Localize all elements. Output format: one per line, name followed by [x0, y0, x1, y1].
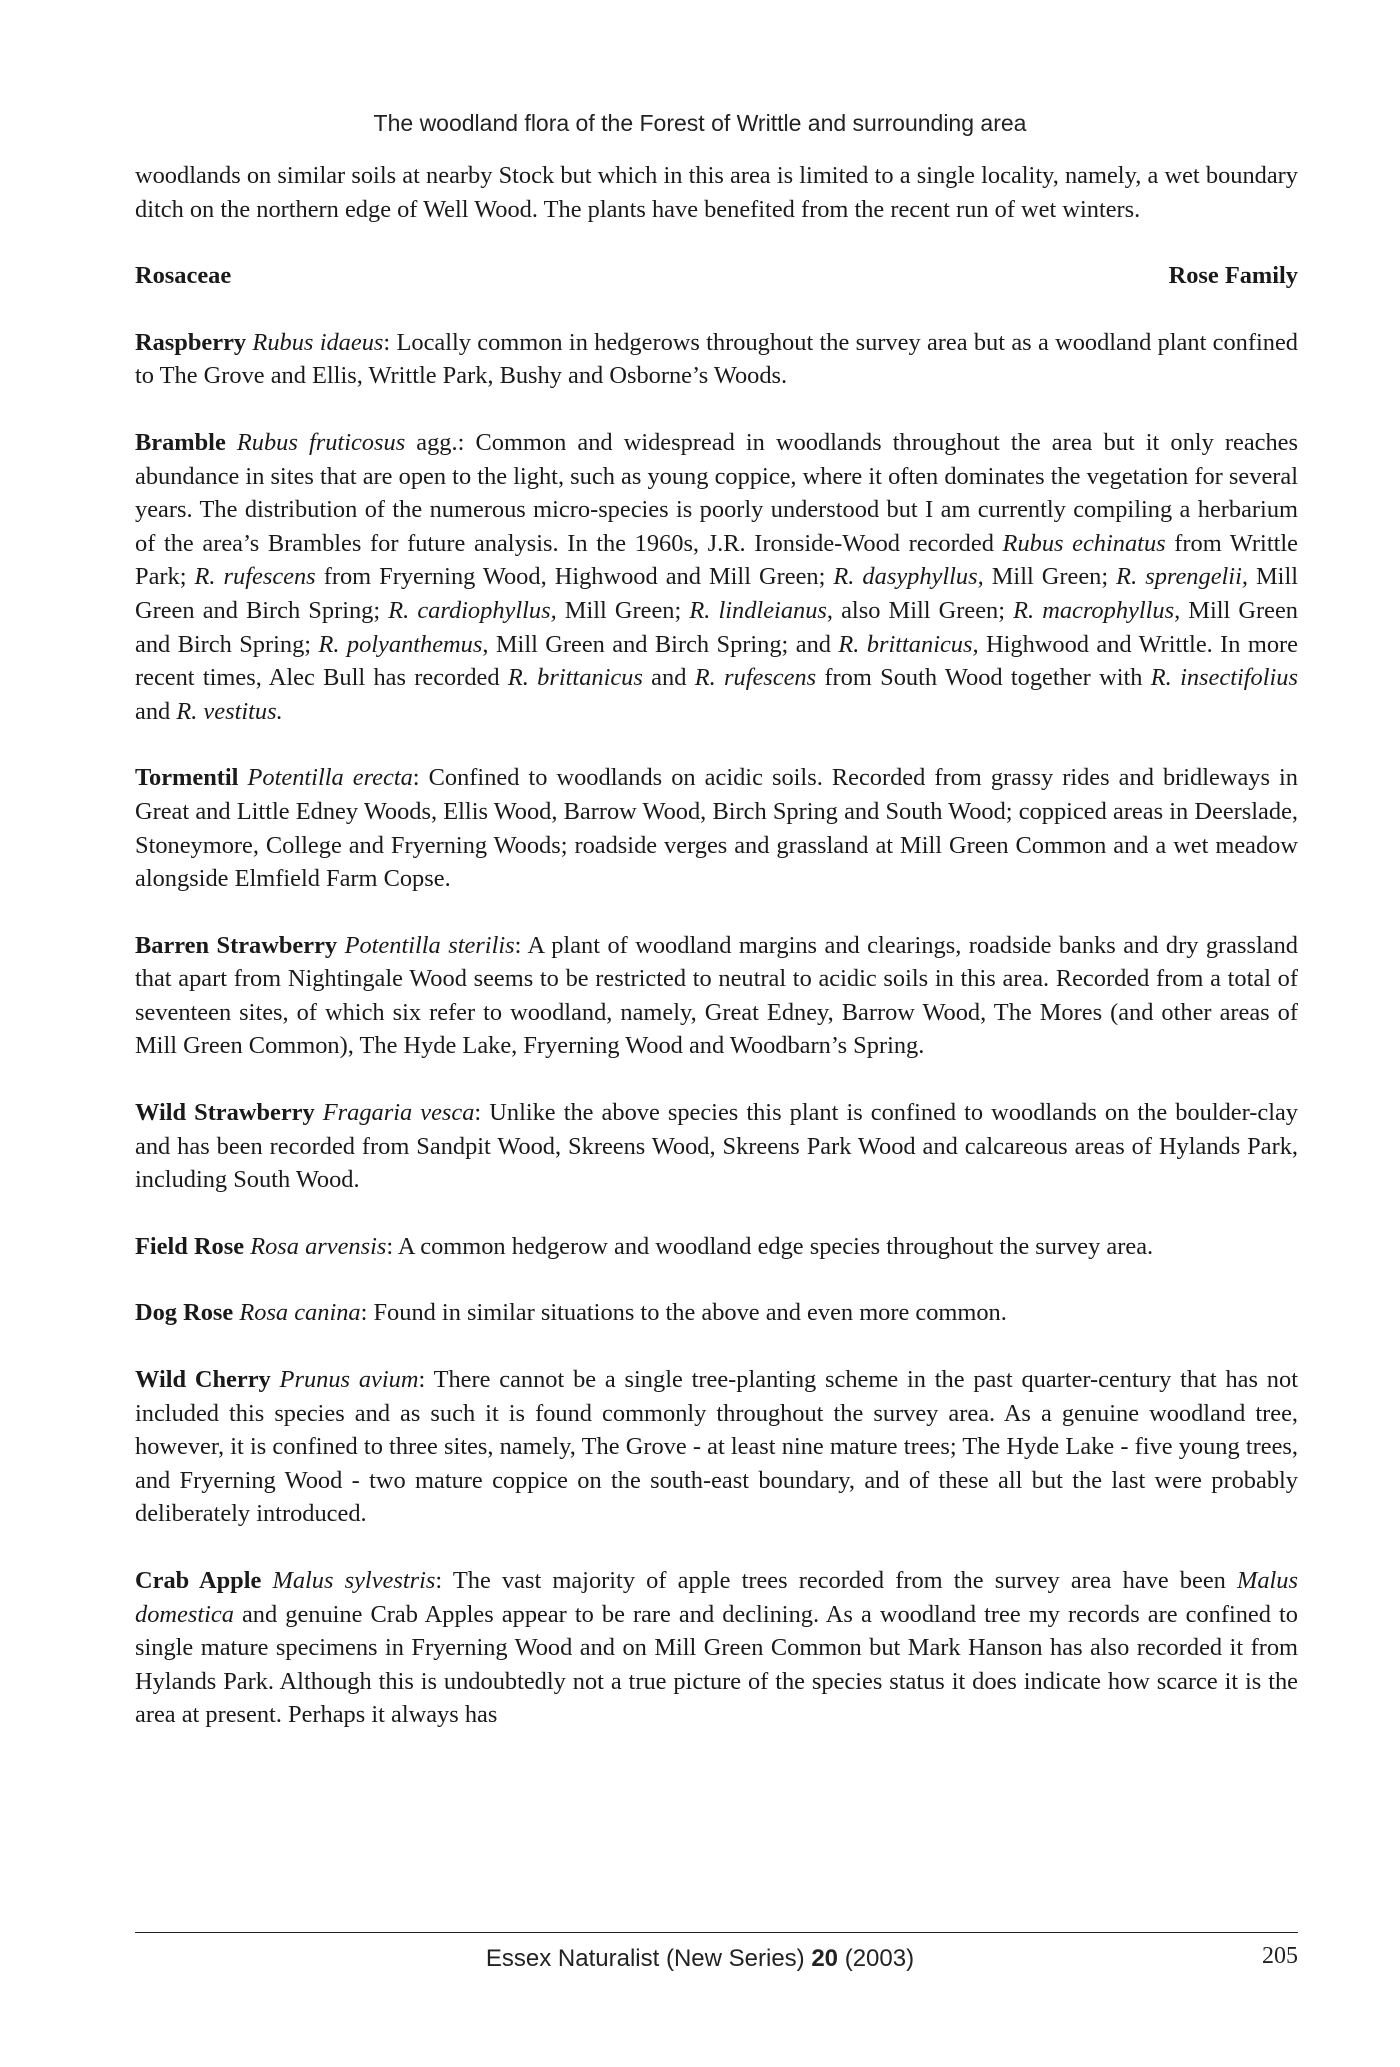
scientific-name: R. insectifolius: [1150, 664, 1298, 692]
page-number: 205: [1262, 1943, 1298, 1969]
scientific-name: Potentilla sterilis: [344, 931, 515, 959]
scientific-name: Rosa canina: [239, 1299, 361, 1327]
species-description: : A common hedgerow and woodland edge species throughout the survey area.: [386, 1232, 1154, 1260]
scientific-name: R. vestitus.: [176, 697, 283, 725]
scientific-name: R. rufescens: [694, 664, 817, 692]
running-header: The woodland flora of the Forest of Writtle and surrounding area: [373, 110, 1027, 136]
species-description: : Unlike the above species this plant is confined to woodlands on the boulder-clay and has been recorded from Sandpit Wood, Skreens Wood, Skreens Park Wood and calcareous areas of Hylands Park, including South Wood.: [135, 1099, 1298, 1194]
species-description: : A plant of woodland margins and clearings, roadside banks and dry grassland that apart from Nightingale Wood seems to be restricted to neutral to acidic soils in this area. Recorded from a total of seventeen sites, of which six refer to woodland, namely, Great Edney, Barrow Wood, The Mores (and other areas of Mill Green Common), The Hyde Lake, Fryerning Wood and Woodbarn’s Spring.: [135, 931, 1298, 1060]
species-entry: [135, 1096, 1298, 1197]
species-common-name: Wild Strawberry: [135, 1099, 315, 1127]
species-entry: [135, 761, 1298, 895]
scientific-name: Malus sylvestris: [272, 1567, 436, 1594]
scientific-name: R. sprengelii,: [1116, 563, 1248, 591]
scientific-name: Rosa arvensis: [250, 1232, 387, 1260]
species-common-name: Barren Strawberry: [135, 931, 338, 959]
species-description: : Found in similar situations to the above and even more common.: [360, 1299, 1007, 1327]
species-entry: [135, 1564, 1298, 1732]
species-entry: [135, 1230, 1298, 1264]
scientific-name: Fragaria vesca: [322, 1099, 475, 1127]
species-description: Mill Green;: [983, 563, 1117, 591]
species-description: : Confined to woodlands on acidic soils. Recorded from grassy rides and bridleways in Great and Little Edney Woods, Ellis Wood, Barrow Wood, Birch Spring and South Wood; coppiced areas in Deerslade, Stoneymore, College and Fryerning Woods; roadside verges and grassland at Mill Green Common and a wet meadow alongside Elmfield Farm Copse.: [135, 764, 1298, 893]
scientific-name: R. brittanicus,: [838, 630, 979, 658]
species-entry: [135, 426, 1298, 728]
species-common-name: Tormentil: [135, 764, 239, 792]
species-description: Highwood and Writtle. In more recent times, Alec Bull has recorded: [135, 630, 1299, 692]
family-common-name: Rose Family: [1168, 262, 1298, 290]
species-entry: [135, 326, 1298, 393]
scientific-name: R. macrophyllus,: [1013, 596, 1181, 624]
scientific-name: R. lindleianus: [689, 596, 827, 624]
species-common-name: Crab Apple: [135, 1567, 262, 1594]
species-description: and genuine Crab Apples appear to be rare and declining. As a woodland tree my records are confined to single mature specimens in Fryerning Wood and on Mill Green Common but Mark Hanson has also recorded it from Hylands Park. Although this is undoubtedly not a true picture of the species status it does indicate how scarce it is the area at present. Perhaps it always has: [135, 1600, 1298, 1729]
footer-journal: [0, 1945, 1400, 1973]
species-description: and: [642, 664, 695, 692]
scientific-name: Rubus fruticosus: [236, 428, 406, 456]
scientific-name: Potentilla erecta: [247, 764, 413, 792]
species-description: from South Wood together with: [816, 664, 1151, 692]
species-description: Mill Green and Birch Spring;: [135, 563, 1298, 624]
family-heading: [135, 259, 1298, 293]
species-entry: [135, 929, 1298, 1063]
intro-paragraph: woodlands on similar soils at nearby Stock but which in this area is limited to a single locality, namely, a wet boundary ditch on the northern edge of Well Wood. The plants have benefited from the recent run of wet winters.: [135, 162, 1298, 223]
species-description: from Writtle Park;: [135, 529, 1298, 591]
species-description: from Fryerning Wood, Highwood and Mill Green;: [315, 563, 834, 591]
species-common-name: Field Rose: [135, 1232, 245, 1260]
footer-rule: [135, 1932, 1298, 1933]
article-body: [135, 159, 1298, 1765]
scientific-name: Malus domestica: [135, 1567, 1298, 1628]
scientific-name: Rubus echinatus: [1002, 529, 1166, 557]
species-description: Mill Green and Birch Spring;: [135, 596, 1299, 658]
scientific-name: R. brittanicus: [507, 664, 643, 692]
species-description: , Mill Green and Birch Spring; and: [482, 630, 839, 658]
journal-year: (2003): [844, 1945, 915, 1972]
journal-volume: 20: [811, 1945, 839, 1972]
scientific-name: R. rufescens: [194, 563, 316, 591]
species-description: , also Mill Green;: [826, 596, 1014, 624]
species-entry: [135, 1363, 1298, 1531]
scientific-name: R. cardiophyllus,: [388, 596, 557, 624]
species-description: and: [135, 697, 177, 725]
species-common-name: Dog Rose: [135, 1299, 234, 1327]
species-description: : There cannot be a single tree-planting scheme in the past quarter-century that has not included this species and as such it is found commonly throughout the survey area. As a genuine woodland tree, however, it is confined to three sites, namely, The Grove - at least nine mature trees; The Hyde Lake - five young trees, and Fryerning Wood - two mature coppice on the south-east boundary, and of these all but the last were probably deliberately introduced.: [135, 1366, 1298, 1528]
scientific-name: Prunus avium: [279, 1366, 419, 1394]
species-common-name: Bramble: [135, 428, 226, 456]
journal-name: Essex Naturalist (New Series): [485, 1945, 805, 1972]
species-common-name: Raspberry: [135, 328, 247, 356]
scientific-name: R. dasyphyllus,: [833, 563, 984, 591]
family-latin-name: Rosaceae: [135, 262, 232, 290]
species-list: [135, 326, 1298, 1732]
scientific-name: Rubus idaeus: [252, 328, 384, 356]
species-common-name: Wild Cherry: [135, 1366, 271, 1394]
species-description: agg.: Common and widespread in woodlands throughout the area but it only reaches abundance in sites that are open to the light, such as young coppice, where it often dominates the vegetation for several years. The distribution of the numerous micro-species is poorly understood but I am currently compiling a herbarium of the area’s Brambles for future analysis. In the 1960s, J.R. Ironside-Wood recorded: [135, 428, 1298, 557]
species-entry: [135, 1296, 1298, 1330]
scientific-name: R. polyanthemus: [318, 630, 483, 658]
species-description: Mill Green;: [556, 596, 690, 624]
species-description: : The vast majority of apple trees recorded from the survey area have been: [435, 1567, 1237, 1594]
species-description: : Locally common in hedgerows throughout the survey area but as a woodland plant confined to The Grove and Ellis, Writtle Park, Bushy and Osborne’s Woods.: [135, 328, 1298, 390]
